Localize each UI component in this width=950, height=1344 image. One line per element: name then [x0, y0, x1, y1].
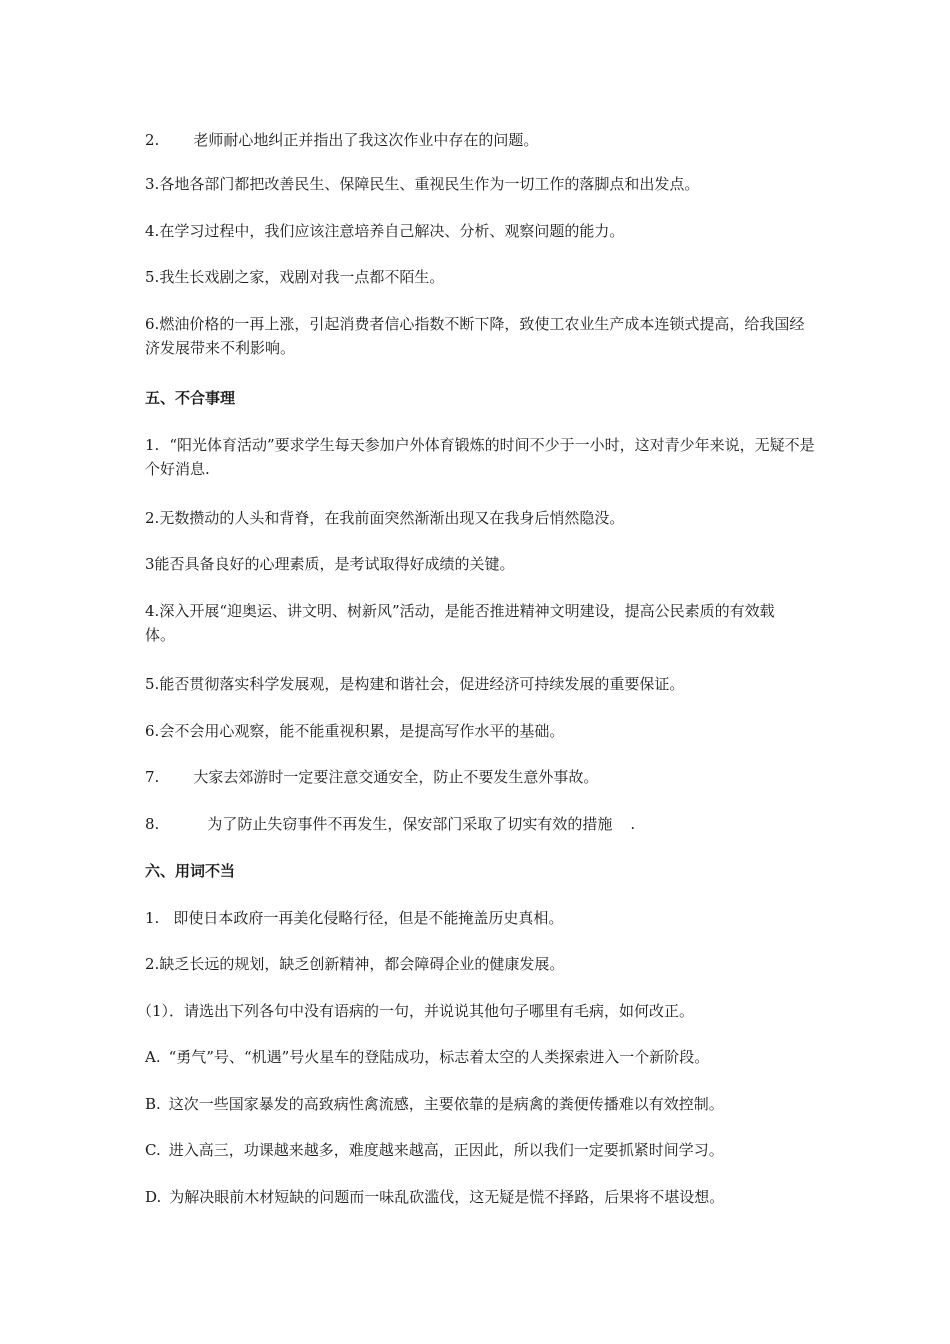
sentence-item	[145, 765, 815, 789]
sentence-item	[145, 312, 815, 360]
option-label: B.	[145, 1095, 161, 1113]
sentence-item	[145, 552, 815, 576]
item-number: 2.	[145, 509, 160, 527]
option-label: A.	[145, 1048, 161, 1066]
option-text: 为解决眼前木材短缺的问题而一味乱砍滥伐，这无疑是慌不择路，后果将不堪设想。	[169, 1188, 725, 1206]
item-text: 能否贯彻落实科学发展观，是构建和谐社会，促进经济可持续发展的重要保证。	[159, 675, 685, 693]
option-item	[145, 1138, 815, 1162]
item-text: 各地各部门都把改善民生、保障民生、重视民生作为一切工作的落脚点和出发点。	[159, 175, 700, 193]
item-number: 5.	[145, 675, 160, 693]
item-text: 在学习过程中，我们应该注意培养自己解决、分析、观察问题的能力。	[159, 222, 625, 240]
item-number: 4.	[145, 222, 160, 240]
item-number: 2.	[145, 955, 160, 973]
item-text: 即使日本政府一再美化侵略行径，但是不能掩盖历史真相。	[173, 909, 564, 927]
sentence-item	[145, 906, 815, 930]
sentence-item	[145, 172, 815, 196]
item-number: 1.	[145, 909, 160, 927]
item-text: 大家去郊游时一定要注意交通安全，防止不要发生意外事故。	[193, 768, 599, 786]
sentence-item	[145, 506, 815, 530]
question-prompt: （1）．请选出下列各句中没有语病的一句，并说说其他句子哪里有毛病，如何改正。	[137, 1002, 695, 1020]
option-text: “勇气”号、“机遇”号火星车的登陆成功，标志着太空的人类探索进入一个新阶段。	[168, 1048, 710, 1066]
item-number: 5.	[145, 268, 160, 286]
item-number: 3	[145, 555, 155, 573]
item-number: 3.	[145, 175, 160, 193]
sentence-item	[145, 952, 815, 976]
option-item	[145, 1045, 815, 1069]
item-text: 深入开展“迎奥运、讲文明、树新风”活动，是能否推进精神文明建设，提高公民素质的有效载体。	[145, 602, 775, 644]
item-text: 无数攒动的人头和背脊，在我前面突然渐渐出现又在我身后悄然隐没。	[159, 509, 625, 527]
item-text: 会不会用心观察，能不能重视积累，是提高写作水平的基础。	[159, 722, 565, 740]
item-text: 我生长戏剧之家，戏剧对我一点都不陌生。	[159, 268, 445, 286]
option-text: 这次一些国家暴发的高致病性禽流感，主要依靠的是病禽的粪便传播难以有效控制。	[168, 1095, 724, 1113]
item-tail: .	[630, 815, 636, 833]
option-label: D.	[145, 1188, 162, 1206]
item-number: 2.	[145, 131, 160, 149]
section-heading: 六、用词不当	[145, 862, 236, 880]
section-heading: 五、不合事理	[145, 389, 236, 407]
item-number: 7.	[145, 768, 160, 786]
sentence-item	[145, 812, 815, 836]
item-number: 6.	[145, 315, 160, 333]
sentence-item	[145, 219, 815, 243]
option-item	[145, 1185, 815, 1209]
item-text: 能否具备良好的心理素质，是考试取得好成绩的关键。	[154, 555, 515, 573]
sentence-item	[145, 599, 785, 647]
item-text: 老师耐心地纠正并指出了我这次作业中存在的问题。	[193, 131, 539, 149]
item-text: 燃油价格的一再上涨，引起消费者信心指数不断下降，致使工农业生产成本连锁式提高，给我国经济发展带来不利影响。	[145, 315, 805, 357]
item-text: “阳光体育活动”要求学生每天参加户外体育锻炼的时间不少于一小时，这对青少年来说，无疑不是个好消息.	[145, 436, 815, 478]
item-text: 为了防止失窃事件不再发生，保安部门采取了切实有效的措施	[207, 815, 613, 833]
option-item	[145, 1092, 815, 1116]
item-number: 6.	[145, 722, 160, 740]
item-number: 8.	[145, 815, 160, 833]
item-number: 4.	[145, 602, 160, 620]
option-label: C.	[145, 1141, 161, 1159]
sentence-item	[145, 265, 815, 289]
sentence-item	[145, 719, 815, 743]
option-text: 进入高三，功课越来越多，难度越来越高，正因此，所以我们一定要抓紧时间学习。	[168, 1141, 724, 1159]
item-number: 1.	[145, 436, 160, 454]
sentence-item	[145, 128, 815, 152]
item-text: 缺乏长远的规划，缺乏创新精神，都会障碍企业的健康发展。	[159, 955, 565, 973]
sentence-item	[145, 672, 815, 696]
sentence-item	[145, 433, 815, 481]
